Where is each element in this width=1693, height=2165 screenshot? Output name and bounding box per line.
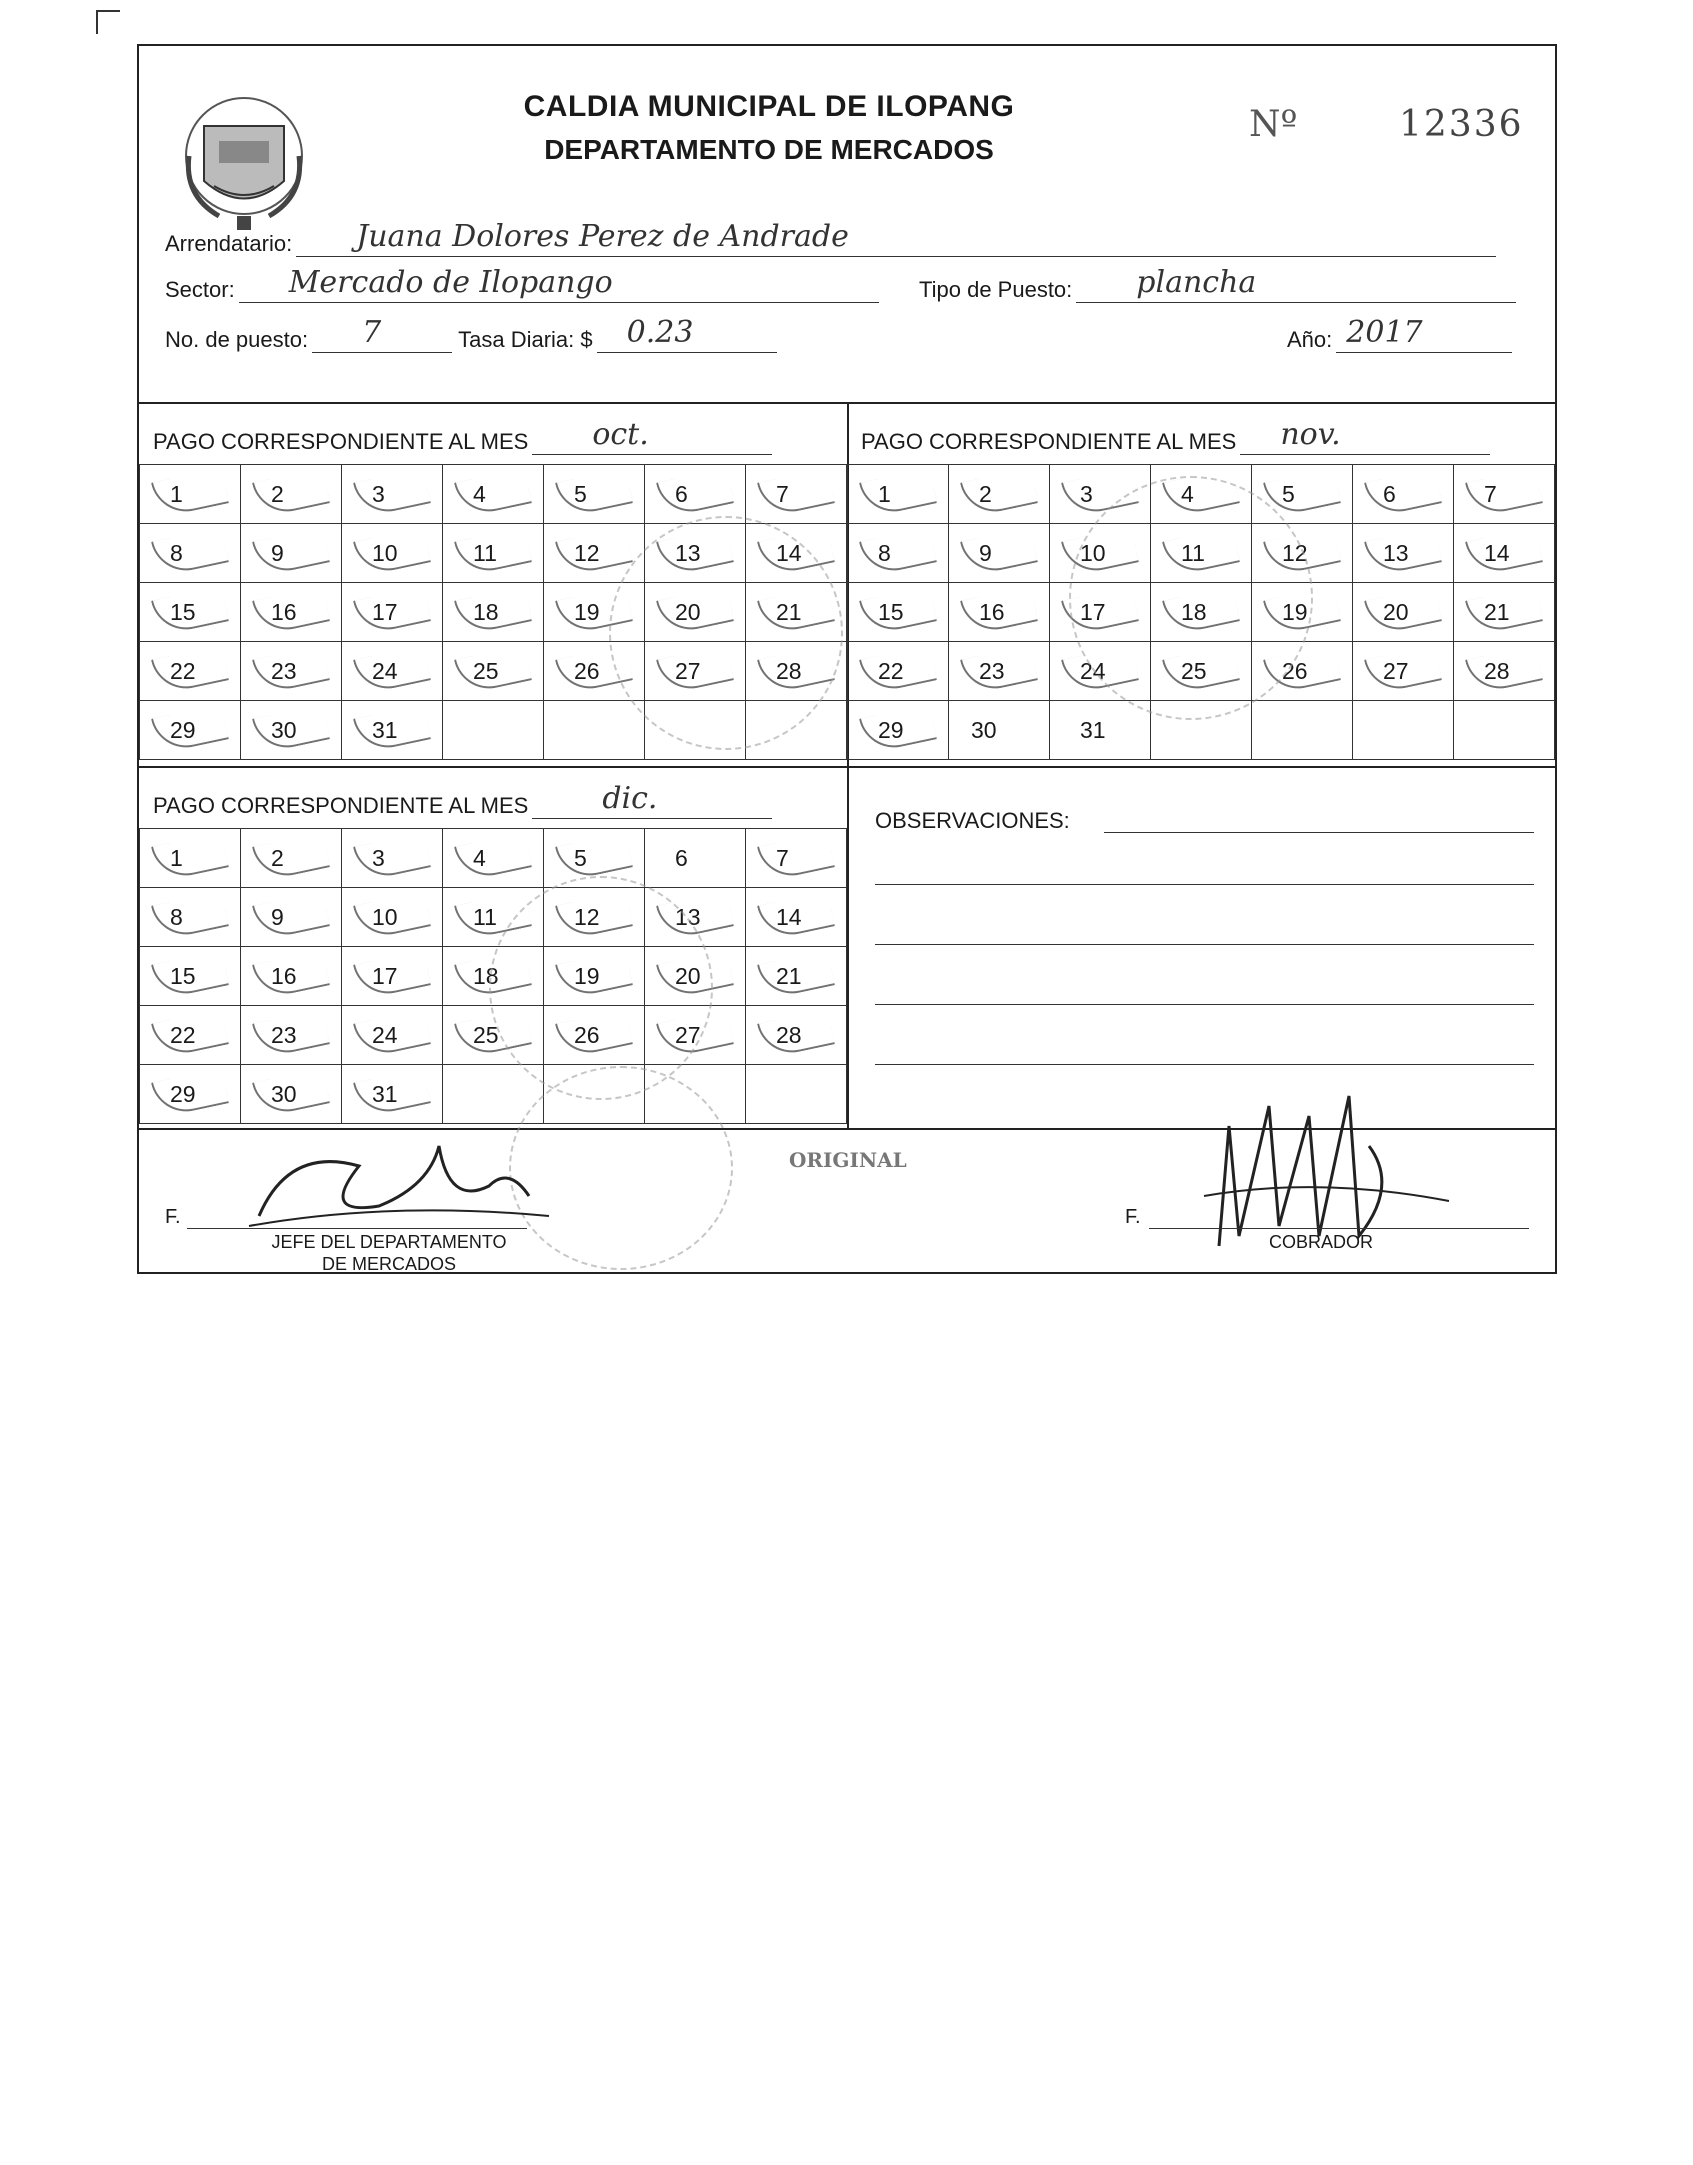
arrendatario-value: Juana Dolores Perez de Andrade [356, 219, 849, 254]
month-label: PAGO CORRESPONDIENTE AL MES [861, 429, 1237, 454]
day-cell[interactable]: 20 [645, 947, 746, 1006]
day-cell[interactable]: 17 [342, 583, 443, 642]
day-cell[interactable]: 22 [140, 642, 241, 701]
arrendatario-label: Arrendatario: [165, 231, 293, 256]
calendar-row [140, 829, 847, 888]
cobrador-label: COBRADOR [1269, 1232, 1374, 1252]
day-cell[interactable]: 5 [544, 465, 645, 524]
day-cell[interactable]: 19 [544, 947, 645, 1006]
day-cell[interactable]: 19 [544, 583, 645, 642]
day-cell[interactable]: 5 [1252, 465, 1353, 524]
day-cell[interactable] [544, 701, 645, 760]
sector-field[interactable] [239, 265, 879, 303]
seal-stamp-icon [489, 876, 713, 1100]
tipo-field[interactable] [1076, 265, 1516, 303]
day-cell[interactable]: 4 [443, 829, 544, 888]
seal-stamp-icon [609, 516, 843, 750]
month-value-dic: dic. [602, 781, 658, 816]
tipo-value: plancha [1136, 265, 1257, 300]
day-cell[interactable]: 29 [140, 701, 241, 760]
day-cell[interactable]: 6 [645, 465, 746, 524]
crop-mark [96, 10, 120, 34]
month-field-nov[interactable] [1240, 417, 1490, 455]
day-cell[interactable]: 6 [645, 829, 746, 888]
payment-card [137, 44, 1557, 1274]
day-cell[interactable]: 20 [1353, 583, 1454, 642]
day-cell[interactable]: 15 [140, 947, 241, 1006]
day-cell[interactable]: 2 [949, 465, 1050, 524]
day-cell[interactable]: 18 [1151, 583, 1252, 642]
municipal-crest-icon [179, 86, 309, 236]
observaciones-line[interactable] [875, 1004, 1534, 1005]
month-value-nov: nov. [1280, 417, 1341, 452]
divider [139, 766, 1555, 768]
day-cell[interactable]: 14 [746, 524, 847, 583]
tasa-field[interactable] [597, 315, 777, 353]
day-cell[interactable]: 26 [1252, 642, 1353, 701]
day-cell[interactable]: 21 [1454, 583, 1555, 642]
day-cell[interactable]: 18 [443, 947, 544, 1006]
day-cell[interactable]: 1 [848, 465, 949, 524]
f-left-label: F. [165, 1206, 181, 1228]
document-title: CALDIA MUNICIPAL DE ILOPANG [523, 90, 1015, 123]
day-cell[interactable]: 4 [1151, 465, 1252, 524]
month-label: PAGO CORRESPONDIENTE AL MES [153, 793, 529, 818]
day-cell[interactable]: 30 [949, 701, 1050, 760]
day-cell[interactable]: 26 [544, 642, 645, 701]
day-cell[interactable]: 7 [1454, 465, 1555, 524]
day-cell[interactable]: 9 [241, 888, 342, 947]
document-subtitle: DEPARTAMENTO DE MERCADOS [544, 134, 994, 165]
day-cell[interactable]: 21 [746, 583, 847, 642]
sector-value: Mercado de Ilopango [288, 265, 613, 300]
day-cell[interactable]: 13 [645, 524, 746, 583]
jefe-line1: JEFE DEL DEPARTAMENTO [271, 1232, 507, 1252]
day-cell[interactable]: 8 [140, 524, 241, 583]
day-cell[interactable] [746, 1065, 847, 1124]
month-title-dic [153, 781, 772, 819]
day-cell[interactable]: 14 [746, 888, 847, 947]
f-right-label: F. [1125, 1206, 1141, 1228]
day-cell[interactable]: 31 [1050, 701, 1151, 760]
day-cell[interactable] [1454, 701, 1555, 760]
day-cell[interactable]: 17 [342, 947, 443, 1006]
month-value-oct: oct. [592, 417, 649, 452]
signature-line-jefe[interactable] [187, 1228, 527, 1229]
month-field-oct[interactable] [532, 417, 772, 455]
day-cell[interactable]: 21 [746, 947, 847, 1006]
month-label: PAGO CORRESPONDIENTE AL MES [153, 429, 529, 454]
day-cell[interactable]: 9 [949, 524, 1050, 583]
day-cell[interactable]: 24 [1050, 642, 1151, 701]
day-cell[interactable]: 27 [645, 642, 746, 701]
day-cell[interactable]: 2 [241, 465, 342, 524]
observaciones-line[interactable] [875, 1064, 1534, 1065]
puesto-field[interactable] [312, 315, 452, 353]
day-cell[interactable]: 17 [1050, 583, 1151, 642]
day-cell[interactable]: 3 [1050, 465, 1151, 524]
day-cell[interactable]: 25 [1151, 642, 1252, 701]
document-number: 12336 [1399, 104, 1524, 145]
jefe-line2: DE MERCADOS [321, 1254, 456, 1274]
day-cell[interactable]: 12 [544, 524, 645, 583]
day-cell[interactable]: 22 [848, 642, 949, 701]
day-cell[interactable]: 25 [443, 1006, 544, 1065]
day-cell[interactable]: 10 [1050, 524, 1151, 583]
arrendatario-row [165, 219, 1496, 257]
day-cell[interactable]: 13 [645, 888, 746, 947]
tipo-label: Tipo de Puesto: [919, 277, 1073, 302]
day-cell[interactable]: 28 [746, 642, 847, 701]
day-cell[interactable]: 30 [241, 701, 342, 760]
day-cell[interactable]: 6 [1353, 465, 1454, 524]
day-cell[interactable]: 28 [1454, 642, 1555, 701]
anio-value: 2017 [1346, 315, 1423, 350]
sector-label: Sector: [165, 277, 235, 302]
day-cell[interactable]: 23 [241, 1006, 342, 1065]
day-cell[interactable]: 20 [645, 583, 746, 642]
day-cell[interactable]: 29 [848, 701, 949, 760]
day-cell[interactable]: 29 [140, 1065, 241, 1124]
day-cell[interactable]: 28 [746, 1006, 847, 1065]
day-cell[interactable]: 30 [241, 1065, 342, 1124]
day-cell[interactable]: 1 [140, 829, 241, 888]
day-cell[interactable]: 15 [140, 583, 241, 642]
arrendatario-field[interactable] [296, 219, 1496, 257]
day-cell[interactable]: 11 [1151, 524, 1252, 583]
day-cell[interactable] [1353, 701, 1454, 760]
day-cell[interactable]: 24 [342, 642, 443, 701]
anio-field[interactable] [1336, 315, 1512, 353]
puesto-label: No. de puesto: [165, 327, 309, 352]
day-cell[interactable]: 16 [241, 947, 342, 1006]
day-cell[interactable]: 31 [342, 701, 443, 760]
anio-row [1287, 315, 1512, 353]
day-cell[interactable]: 10 [342, 524, 443, 583]
day-cell[interactable]: 2 [241, 829, 342, 888]
calendar-row [140, 465, 847, 524]
day-cell[interactable]: 11 [443, 524, 544, 583]
day-cell[interactable]: 7 [746, 829, 847, 888]
day-cell[interactable]: 1 [140, 465, 241, 524]
number-label: Nº [1249, 104, 1298, 145]
calendar-row [140, 888, 847, 947]
day-cell[interactable]: 26 [544, 1006, 645, 1065]
day-cell[interactable] [443, 701, 544, 760]
puesto-row [165, 315, 777, 353]
month-field-dic[interactable] [532, 781, 772, 819]
day-cell[interactable]: 19 [1252, 583, 1353, 642]
day-cell[interactable]: 5 [544, 829, 645, 888]
anio-label: Año: [1287, 327, 1333, 352]
day-cell[interactable]: 3 [342, 465, 443, 524]
sector-row [165, 265, 879, 303]
day-cell[interactable]: 4 [443, 465, 544, 524]
day-cell[interactable]: 25 [443, 642, 544, 701]
day-cell[interactable] [1252, 701, 1353, 760]
observaciones-label: OBSERVACIONES: [875, 808, 1070, 833]
day-cell[interactable]: 11 [443, 888, 544, 947]
puesto-value: 7 [362, 315, 382, 350]
day-cell[interactable]: 23 [241, 642, 342, 701]
day-cell[interactable]: 8 [848, 524, 949, 583]
day-cell[interactable]: 12 [1252, 524, 1353, 583]
day-cell[interactable]: 31 [342, 1065, 443, 1124]
day-cell[interactable]: 10 [342, 888, 443, 947]
day-cell[interactable]: 23 [949, 642, 1050, 701]
day-cell[interactable]: 7 [746, 465, 847, 524]
day-cell[interactable]: 16 [949, 583, 1050, 642]
observaciones-line[interactable] [875, 884, 1534, 885]
tasa-label: Tasa Diaria: $ [458, 327, 593, 352]
seal-stamp-icon [1069, 476, 1313, 720]
day-cell[interactable]: 8 [140, 888, 241, 947]
day-cell[interactable]: 12 [544, 888, 645, 947]
day-cell[interactable]: 16 [241, 583, 342, 642]
original-label: ORIGINAL [789, 1148, 907, 1172]
month-title-nov [861, 417, 1490, 455]
day-cell[interactable]: 18 [443, 583, 544, 642]
day-cell[interactable]: 24 [342, 1006, 443, 1065]
month-title-oct [153, 417, 772, 455]
day-cell[interactable]: 27 [1353, 642, 1454, 701]
day-cell[interactable]: 14 [1454, 524, 1555, 583]
day-cell[interactable]: 22 [140, 1006, 241, 1065]
day-cell[interactable]: 9 [241, 524, 342, 583]
day-cell[interactable]: 3 [342, 829, 443, 888]
signature-line-cobrador[interactable] [1149, 1228, 1529, 1229]
day-cell[interactable]: 13 [1353, 524, 1454, 583]
observaciones-line[interactable] [875, 944, 1534, 945]
day-cell[interactable]: 27 [645, 1006, 746, 1065]
day-cell[interactable]: 15 [848, 583, 949, 642]
tipo-row [919, 265, 1516, 303]
tasa-value: 0.23 [626, 315, 694, 350]
observaciones-line[interactable] [1104, 832, 1534, 833]
